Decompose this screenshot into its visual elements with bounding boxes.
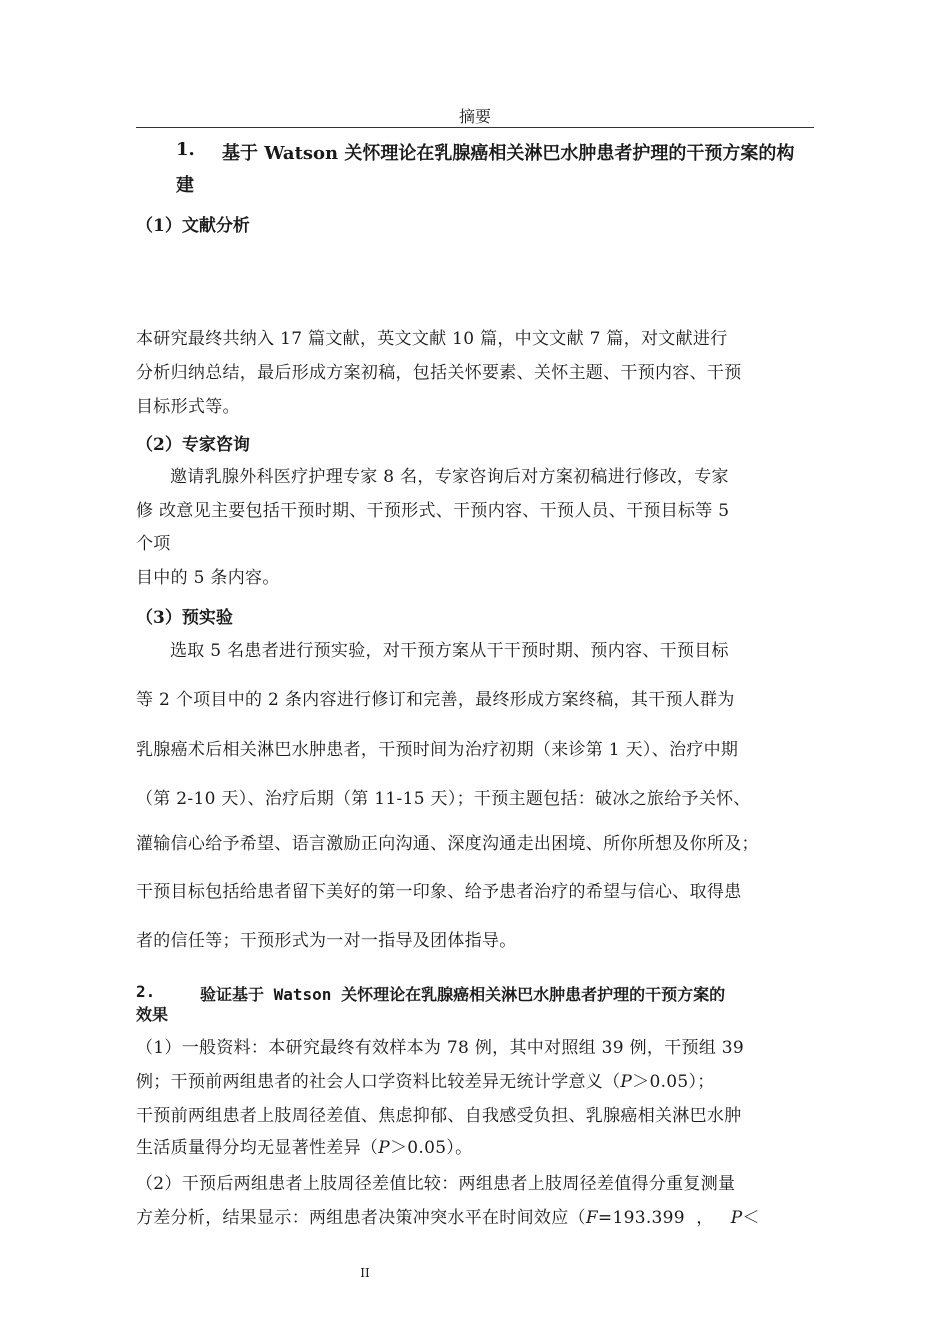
- sub3-heading: （3）预实验: [136, 608, 233, 628]
- sub1-line: 分析归纳总结，最后形成方案初稿，包括关怀要素、关怀主题、干预内容、干预: [136, 363, 742, 383]
- section2-title-line1: 验证基于 Watson 关怀理论在乳腺癌相关淋巴水肿患者护理的干预方案的: [200, 985, 726, 1004]
- sub3-line: （第 2-10 天）、治疗后期（第 11-15 天）；干预主题包括：破冰之旅给予关怀、: [136, 789, 751, 809]
- para1-line1: （1）一般资料：本研究最终有效样本为 78 例，其中对照组 39 例，干预组 39: [136, 1038, 745, 1058]
- para2-line2: 方差分析，结果显示：两组患者决策冲突水平在时间效应（F=193.399 ， P＜: [136, 1208, 760, 1228]
- section1-number: 1.: [176, 139, 195, 160]
- section1-title-line1: 基于 Watson 关怀理论在乳腺癌相关淋巴水肿患者护理的干预方案的构: [222, 143, 795, 164]
- header-divider: [136, 127, 814, 128]
- section2-title-line2: 效果: [136, 1005, 169, 1024]
- sub2-line: 修 改意见主要包括干预时期、干预形式、干预内容、干预人员、干预目标等 5: [136, 501, 730, 521]
- para1-line4: 生活质量得分均无显著性差异（P＞0.05）。: [136, 1138, 473, 1158]
- para1-line2: 例；干预前两组患者的社会人口学资料比较差异无统计学意义（P＞0.05）；: [136, 1072, 715, 1092]
- sub3-line: 者的信任等；干预形式为一对一指导及团体指导。: [136, 931, 517, 951]
- sub3-line: 等 2 个项目中的 2 条内容进行修订和完善，最终形成方案终稿，其干预人群为: [136, 690, 735, 710]
- sub1-line: 目标形式等。: [136, 397, 240, 417]
- sub1-line: 本研究最终共纳入 17 篇文献，英文文献 10 篇，中文文献 7 篇，对文献进行: [136, 329, 728, 349]
- page-header-title: 摘要: [458, 107, 491, 126]
- sub3-line: 乳腺癌术后相关淋巴水肿患者，干预时间为治疗初期（来诊第 1 天）、治疗中期: [136, 740, 739, 760]
- section1-title-line2: 建: [176, 175, 194, 196]
- sub2-line: 目中的 5 条内容。: [136, 568, 280, 588]
- para2-line1: （2）干预后两组患者上肢周径差值比较：两组患者上肢周径差值得分重复测量: [136, 1174, 736, 1194]
- para1-line3: 干预前两组患者上肢周径差值、焦虑抑郁、自我感受负担、乳腺癌相关淋巴水肿: [136, 1106, 742, 1126]
- sub2-line: 邀请乳腺外科医疗护理专家 8 名，专家咨询后对方案初稿进行修改，专家: [170, 467, 729, 487]
- sub2-line: 个项: [136, 534, 171, 554]
- sub1-heading: （1）文献分析: [136, 216, 250, 236]
- page-number: II: [360, 1266, 370, 1280]
- section2-number: 2.: [136, 982, 156, 1001]
- sub3-line: 选取 5 名患者进行预实验，对干预方案从干干预时期、预内容、干预目标: [170, 641, 729, 661]
- sub2-heading: （2）专家咨询: [136, 435, 250, 455]
- sub3-line: 灌输信心给予希望、语言激励正向沟通、深度沟通走出困境、所你所想及你所及；: [136, 834, 759, 854]
- sub3-line: 干预目标包括给患者留下美好的第一印象、给予患者治疗的希望与信心、取得患: [136, 882, 742, 902]
